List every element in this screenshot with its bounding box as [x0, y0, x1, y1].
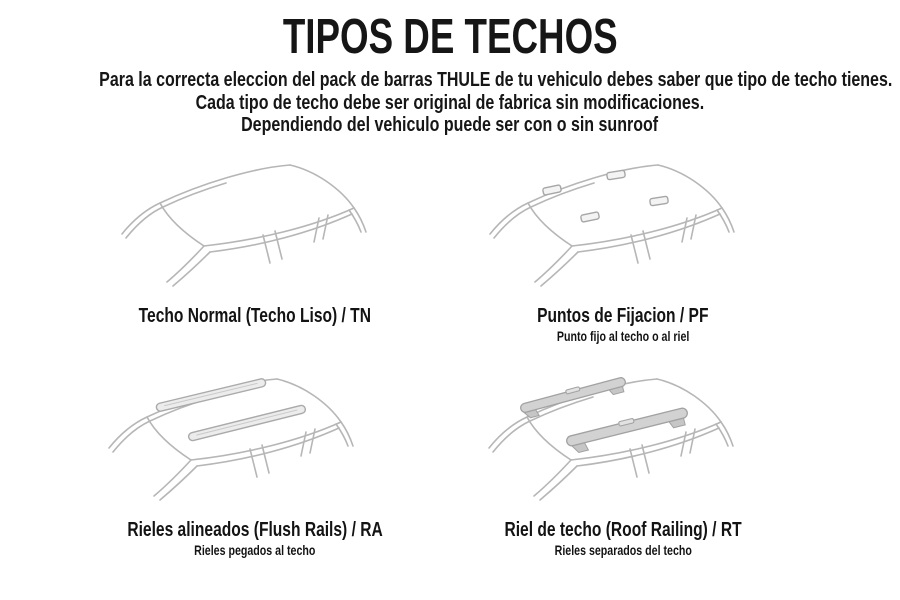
roof-type-sublabel	[100, 328, 410, 345]
intro-line-1: Para la correcta eleccion del pack de barras THULE de tu vehiculo debes saber que tipo de techo tienes.	[99, 69, 893, 91]
roof-type-label: Puntos de Fijacion / PF	[537, 303, 709, 327]
intro-line-2: Cada tipo de techo debe ser original de fabrica sin modificaciones.	[195, 91, 705, 114]
roof-type-caption	[87, 518, 423, 559]
roof-type-caption	[467, 518, 779, 559]
fixation-points	[542, 170, 668, 222]
roof-type-caption	[468, 304, 778, 345]
roof-type-caption	[100, 304, 410, 345]
fixpoint-roof-illustration	[468, 152, 778, 302]
page-title	[0, 0, 900, 62]
intro-line-3: Dependiendo del vehiculo puede ser con o sin sunroof	[241, 114, 659, 136]
roof-type-sublabel: Rieles separados del techo	[554, 541, 692, 558]
normal-roof-illustration	[100, 152, 410, 302]
roof-type-sublabel: Punto fijo al techo o al riel	[556, 327, 690, 344]
roof-types-grid	[0, 152, 900, 560]
roof-type-label: Rieles alineados (Flush Rails) / RA	[127, 517, 383, 541]
page-title-text: TIPOS DE TECHOS	[282, 10, 618, 64]
roof-type-card-rt	[450, 366, 900, 560]
roof-type-card-tn	[0, 152, 450, 346]
flush-rails-roof-illustration	[87, 366, 397, 516]
roof-type-label: Riel de techo (Roof Railing) / RT	[504, 517, 742, 541]
roof-railing-illustration	[467, 366, 777, 516]
roof-type-sublabel: Rieles pegados al techo	[194, 541, 316, 558]
roof-type-card-ra	[0, 366, 450, 560]
roof-type-card-pf	[450, 152, 900, 346]
intro-text	[0, 69, 900, 137]
roof-type-label: Techo Normal (Techo Liso) / TN	[138, 303, 372, 327]
